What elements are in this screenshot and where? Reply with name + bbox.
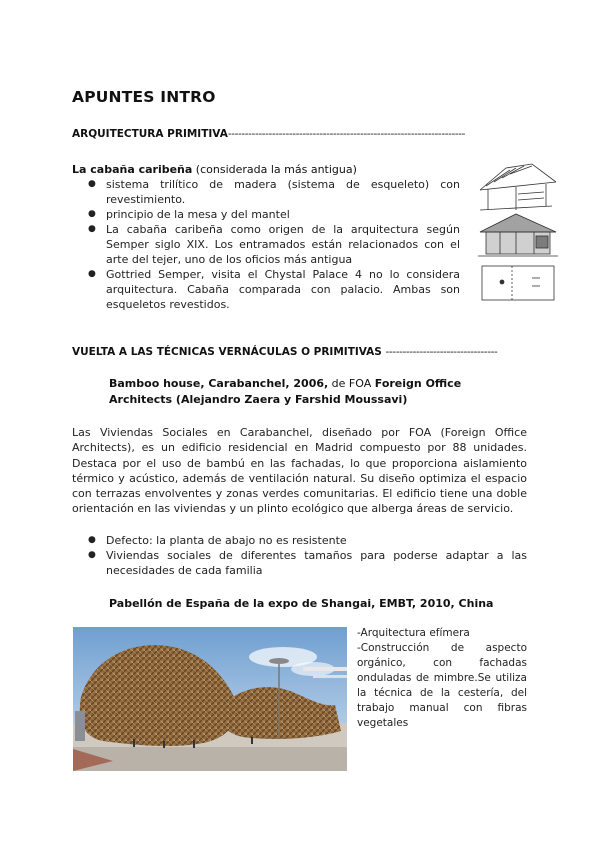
project-heading-spain-pavilion: Pabellón de España de la expo de Shangai, EMBT, 2010, China	[109, 597, 494, 610]
list-item: ● Viviendas sociales de diferentes tamaños para poderse adaptar a las necesidades de cada familia	[84, 548, 527, 578]
caribbean-hut-sketches	[476, 160, 560, 306]
page-title: APUNTES INTRO	[72, 88, 216, 106]
spain-pavilion-photo	[73, 627, 347, 771]
list-item: ● sistema trilítico de madera (sistema de esqueleto) con revestimiento.	[84, 177, 460, 207]
list-item: ● La cabaña caribeña como origen de la arquitectura según Semper siglo XIX. Los entramados están relacionados con el arte del tejer, uno de los oficios más antigua	[84, 222, 460, 267]
section-heading-text: VUELTA A LAS TÉCNICAS VERNÁCULAS O PRIMITIVAS	[72, 346, 386, 358]
side-note: -Arquitectura efímera	[357, 627, 470, 639]
subtitle-cabana	[72, 162, 357, 177]
list-item: ● principio de la mesa y del mantel	[84, 207, 460, 222]
side-note: -Construcción de aspecto orgánico, con fachadas onduladas de mimbre.Se utiliza la técnica de la cestería, del trabajo manual con fibras vegetales	[357, 642, 527, 729]
project-title-bold2: Foreign Office Architects (Alejandro Zaera y Farshid Moussavi)	[109, 377, 462, 406]
list-item: ● Gottried Semper, visita el Chystal Palace 4 no lo considera arquitectura. Cabaña comparada con palacio. Ambas son esqueletos revestidos.	[84, 267, 460, 312]
section-heading-primitive	[72, 128, 465, 140]
section-heading-dashes: ---------------------------------	[385, 346, 498, 358]
project-title-bold: Bamboo house, Carabanchel, 2006,	[109, 377, 329, 390]
section-heading-vernacular	[72, 346, 497, 358]
list-item: ● Defecto: la planta de abajo no es resistente	[84, 533, 527, 548]
bamboo-bullet-list	[84, 533, 527, 578]
pavilion-side-notes	[357, 626, 527, 731]
project-title-light: de FOA	[328, 377, 375, 390]
project-heading-bamboo-house	[109, 376, 527, 408]
section-heading-dashes: ----------------------------------------------------------------------	[227, 128, 466, 140]
section-heading-text: ARQUITECTURA PRIMITIVA	[72, 128, 228, 140]
subtitle-bold: La cabaña caribeña	[72, 163, 193, 176]
cabana-bullet-list	[84, 177, 460, 312]
subtitle-rest: (considerada la más antigua)	[192, 163, 357, 176]
bamboo-house-paragraph: Las Viviendas Sociales en Carabanchel, diseñado por FOA (Foreign Office Architects), es un edificio residencial en Madrid compuesto por 88 unidades. Destaca por el uso de bambú en las fachadas, lo que proporciona aislamiento térmico y acústico, además de ventilación natural. Su diseño optimiza el espacio con terrazas envolventes y zonas verdes comunitarias. El edificio tiene una doble orientación en las viviendas y un plinto ecológico que alberga áreas de servicio.	[72, 426, 527, 516]
